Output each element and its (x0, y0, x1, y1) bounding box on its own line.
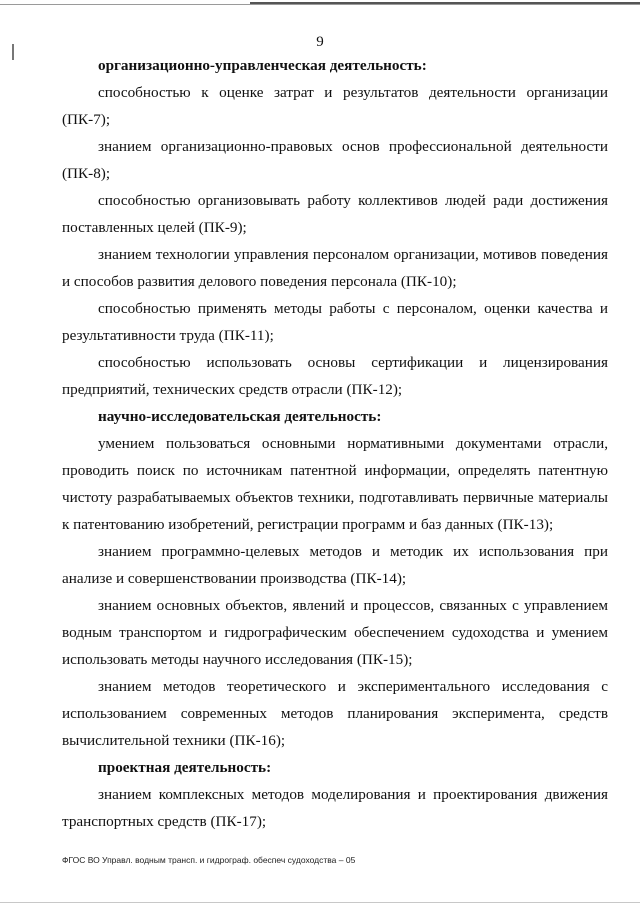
scan-top-edge (0, 4, 640, 5)
competency-pk-8: знанием организационно-правовых основ профессиональной деятельности (ПК-8); (62, 138, 608, 182)
section-heading-management: организационно-управленческая деятельность: (98, 57, 427, 74)
competency-pk-13: умением пользоваться основными нормативными документами отрасли, проводить поиск по источникам патентной информации, определять патентную чистоту разрабатываемых объектов техники, подготавливать первичные материалы к патентованию изобретений, регистрации программ и баз данных (ПК-13); (62, 435, 608, 533)
competency-pk-17: знанием комплексных методов моделирования и проектирования движения транспортных средств (ПК-17); (62, 786, 608, 830)
competency-pk-12: способностью использовать основы сертификации и лицензирования предприятий, технических средств отрасли (ПК-12); (62, 354, 608, 398)
competency-pk-10: знанием технологии управления персоналом организации, мотивов поведения и способов развития делового поведения персонала (ПК-10); (62, 246, 608, 290)
competency-pk-9: способностью организовывать работу коллективов людей ради достижения поставленных целей (ПК-9); (62, 192, 608, 236)
document-body (62, 52, 608, 835)
competency-pk-16: знанием методов теоретического и экспериментального исследования с использованием современных методов планирования эксперимента, средств вычислительной техники (ПК-16); (62, 678, 608, 749)
page-number: 9 (316, 34, 324, 50)
competency-pk-11: способностью применять методы работы с персоналом, оценки качества и результативности труда (ПК-11); (62, 300, 608, 344)
competency-pk-15: знанием основных объектов, явлений и процессов, связанных с управлением водным транспортом и гидрографическим обеспечением судоходства и умением использовать методы научного исследования (ПК-15); (62, 597, 608, 668)
competency-pk-14: знанием программно-целевых методов и методик их использования при анализе и совершенствовании производства (ПК-14); (62, 543, 608, 587)
scan-bottom-edge (0, 902, 640, 903)
page-footer: ФГОС ВО Управл. водным трансп. и гидрограф. обеспеч судоходства – 05 (62, 855, 356, 865)
competency-pk-7: способностью к оценке затрат и результатов деятельности организации (ПК-7); (62, 84, 608, 128)
section-heading-design: проектная деятельность: (98, 759, 272, 776)
section-heading-research: научно-исследовательская деятельность: (98, 408, 382, 425)
